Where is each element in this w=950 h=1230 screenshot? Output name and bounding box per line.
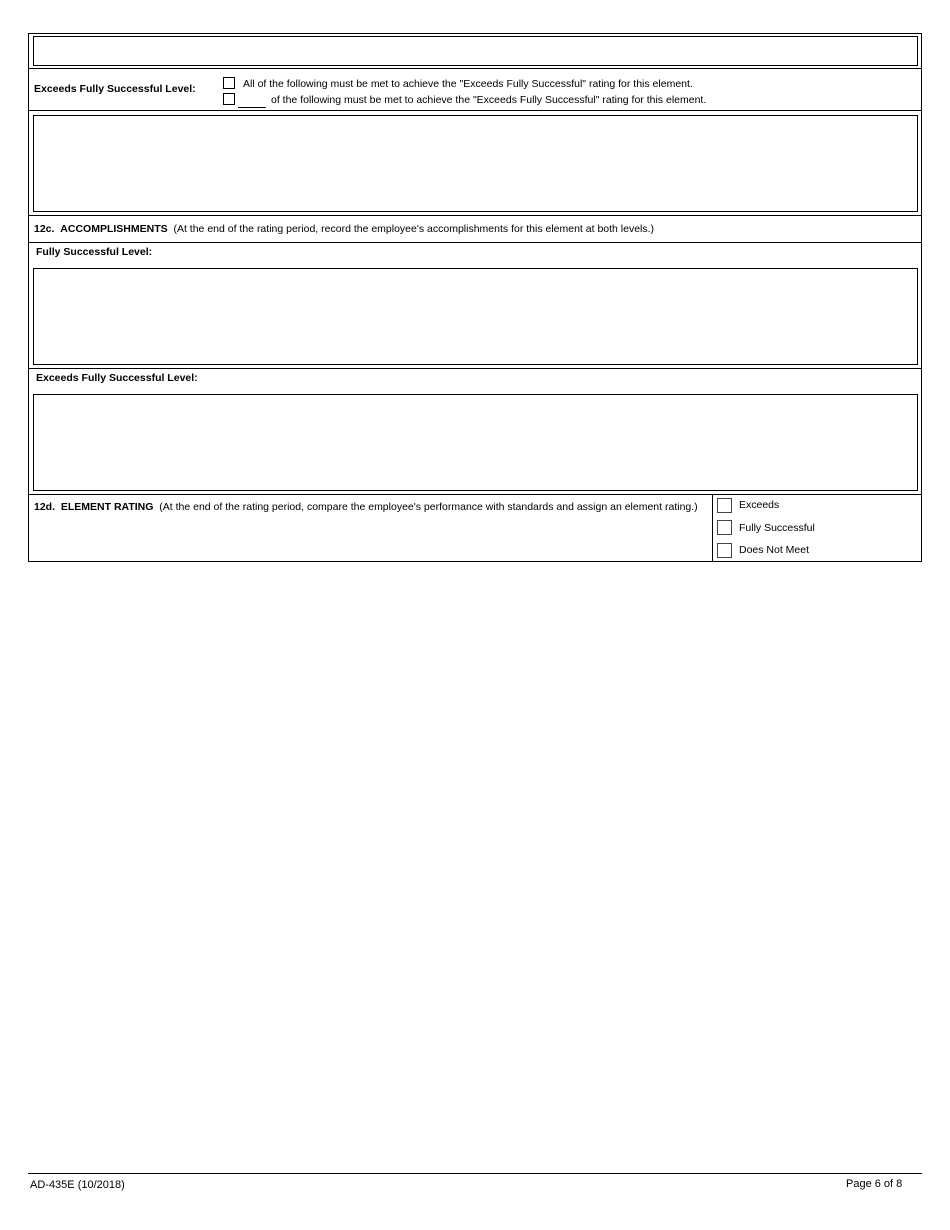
rating-column-divider: [712, 494, 713, 562]
exceeds-accomplishments-field[interactable]: [33, 394, 918, 491]
divider: [28, 494, 922, 495]
exceeds-accomplishments-label: Exceeds Fully Successful Level:: [36, 372, 198, 384]
accomplishments-number: 12c.: [34, 223, 55, 235]
rating-fully-successful-checkbox[interactable]: [717, 520, 732, 535]
top-text-field[interactable]: [33, 36, 918, 66]
exceeds-criteria-field[interactable]: [33, 115, 918, 212]
rating-fully-successful-label: Fully Successful: [739, 522, 815, 534]
divider: [28, 368, 922, 369]
divider: [28, 110, 922, 111]
option-count-checkbox[interactable]: [223, 93, 235, 105]
divider: [28, 242, 922, 243]
element-rating-header: [34, 501, 698, 513]
rating-does-not-meet-checkbox[interactable]: [717, 543, 732, 558]
rating-exceeds-label: Exceeds: [739, 499, 780, 511]
accomplishments-title: ACCOMPLISHMENTS: [60, 223, 168, 235]
exceeds-level-label: Exceeds Fully Successful Level:: [34, 83, 196, 95]
form-id: AD-435E (10/2018): [30, 1179, 125, 1191]
option-count-blank-field[interactable]: [238, 98, 266, 108]
option-all-checkbox[interactable]: [223, 77, 235, 89]
rating-does-not-meet-label: Does Not Meet: [739, 544, 810, 556]
element-rating-title: ELEMENT RATING: [60, 501, 154, 513]
divider: [28, 68, 922, 69]
fully-successful-level-label: Fully Successful Level:: [36, 246, 153, 258]
option-all-text: All of the following must be met to achieve the "Exceeds Fully Successful" rating for this element.: [243, 78, 693, 90]
footer-rule: [28, 1173, 922, 1174]
page-number: Page 6 of 8: [846, 1178, 903, 1190]
accomplishments-header: [34, 223, 654, 235]
option-count-text: of the following must be met to achieve the "Exceeds Fully Successful" rating for this element.: [271, 94, 707, 106]
divider: [28, 215, 922, 216]
fully-successful-accomplishments-field[interactable]: [33, 268, 918, 365]
element-rating-number: 12d.: [34, 501, 56, 513]
element-rating-instructions: (At the end of the rating period, compare the employee's performance with standards and assign an element rating.): [159, 501, 698, 513]
rating-exceeds-checkbox[interactable]: [717, 498, 732, 513]
accomplishments-instructions: (At the end of the rating period, record the employee's accomplishments for this element at both levels.): [173, 223, 655, 235]
